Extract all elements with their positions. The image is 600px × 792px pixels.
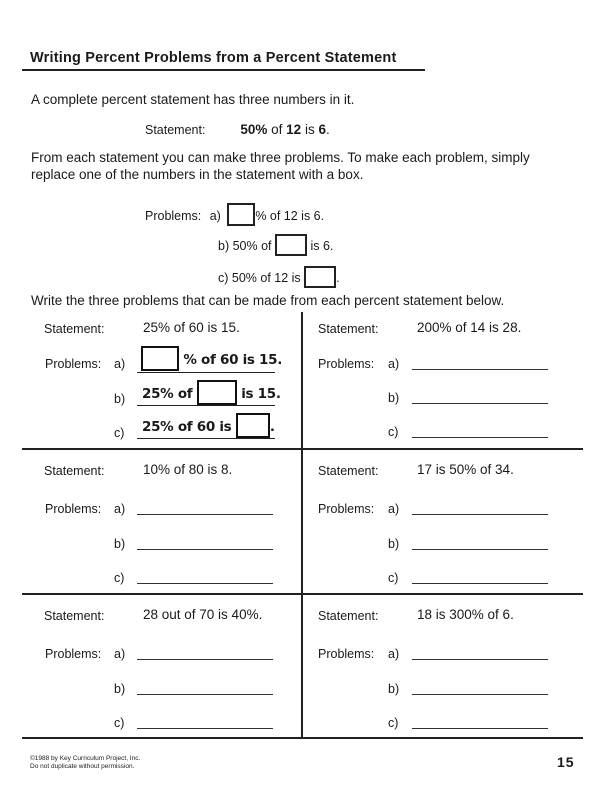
problem-a-letter: a)	[388, 647, 400, 661]
worked-answer-a	[141, 346, 282, 371]
problem-b-letter: b)	[114, 392, 126, 406]
grid-divider-bottom	[22, 737, 583, 739]
example-text-period: .	[325, 122, 330, 137]
answer-blank[interactable]	[412, 437, 548, 438]
grid-divider-1	[22, 448, 583, 450]
instructions-line-1: From each statement you can make three problems. To make each problem, simply	[31, 150, 530, 165]
statement-label: Statement:	[44, 609, 105, 623]
worked-answer-b	[142, 380, 281, 405]
problem-b-letter: b)	[388, 391, 400, 405]
example-problem-c-text: c) 50% of 12 is	[218, 271, 301, 285]
answer-blank[interactable]	[137, 549, 273, 550]
problems-label: Problems:	[318, 357, 375, 371]
intro-text: A complete percent statement has three numbers in it.	[31, 92, 355, 107]
copyright-notice: ©1988 by Key Curriculum Project, Inc.	[30, 755, 141, 762]
problems-label: Problems:	[45, 647, 102, 661]
problem-a-letter: a)	[388, 357, 400, 371]
answer-blank[interactable]	[412, 659, 548, 660]
problems-label: Problems:	[45, 502, 102, 516]
answer-box	[304, 266, 336, 288]
example-problem-b-tail: is 6.	[310, 239, 334, 253]
answer-blank[interactable]	[412, 403, 548, 404]
example-problem-c-tail: .	[336, 271, 340, 285]
answer-blank[interactable]	[137, 659, 273, 660]
example-problem-b	[218, 234, 333, 256]
worked-answer-c-tail: .	[269, 419, 275, 435]
title-underline	[22, 69, 425, 71]
worked-answer-b-tail: is 15.	[241, 386, 281, 402]
worked-answer-c	[142, 413, 275, 438]
example-statement	[145, 121, 330, 139]
answer-line	[137, 405, 275, 406]
answer-line	[137, 438, 275, 439]
example-text-is: is	[301, 122, 319, 137]
problem-b-letter: b)	[114, 682, 126, 696]
problem-c-letter: c)	[114, 716, 125, 730]
exercise-prompt: Write the three problems that can be made from each percent statement below.	[31, 293, 505, 308]
example-number-base: 12	[286, 122, 302, 137]
example-problem-a	[145, 203, 324, 226]
problem-a-letter: a)	[114, 647, 126, 661]
answer-blank[interactable]	[137, 728, 273, 729]
page-number: 15	[557, 754, 575, 770]
example-problem-a-text: % of 12 is 6.	[255, 209, 325, 223]
example-problems-label: Problems:	[145, 209, 202, 223]
statement-5-text: 28 out of 70 is 40%.	[143, 607, 263, 622]
page-title: Writing Percent Problems from a Percent Statement	[30, 50, 397, 66]
problems-label: Problems:	[318, 647, 375, 661]
statement-2-text: 200% of 14 is 28.	[417, 320, 522, 335]
answer-box	[236, 413, 270, 438]
answer-blank[interactable]	[412, 369, 548, 370]
problem-c-letter: c)	[114, 426, 125, 440]
worked-answer-b-text: 25% of	[142, 386, 193, 402]
statement-label: Statement:	[318, 609, 379, 623]
statement-6-text: 18 is 300% of 6.	[417, 607, 514, 622]
instructions-line-2: replace one of the numbers in the statement with a box.	[31, 167, 364, 182]
answer-box	[141, 346, 179, 371]
example-number-percent: 50%	[240, 122, 268, 137]
example-problem-a-letter: a)	[209, 209, 221, 223]
statement-label: Statement:	[44, 464, 105, 478]
problem-b-letter: b)	[388, 682, 400, 696]
problems-label: Problems:	[318, 502, 375, 516]
example-statement-label: Statement:	[145, 123, 206, 137]
grid-divider-2	[22, 593, 583, 595]
worked-answer-c-text: 25% of 60 is	[142, 419, 232, 435]
answer-blank[interactable]	[412, 514, 548, 515]
example-text-of: of	[267, 122, 287, 137]
problem-c-letter: c)	[388, 716, 399, 730]
answer-line	[137, 372, 275, 373]
answer-blank[interactable]	[412, 549, 548, 550]
answer-box	[275, 234, 307, 256]
grid-vertical-divider	[301, 312, 303, 738]
statement-1-text: 25% of 60 is 15.	[143, 320, 240, 335]
statement-label: Statement:	[44, 322, 105, 336]
answer-blank[interactable]	[412, 728, 548, 729]
problem-a-letter: a)	[388, 502, 400, 516]
answer-box	[197, 380, 237, 405]
problem-b-letter: b)	[388, 537, 400, 551]
answer-blank[interactable]	[137, 583, 273, 584]
statement-3-text: 10% of 80 is 8.	[143, 462, 233, 477]
statement-label: Statement:	[318, 464, 379, 478]
example-problem-b-text: b) 50% of	[218, 239, 272, 253]
answer-blank[interactable]	[412, 583, 548, 584]
duplication-notice: Do not duplicate without permission.	[30, 763, 135, 770]
statement-4-text: 17 is 50% of 34.	[417, 462, 514, 477]
problem-a-letter: a)	[114, 357, 126, 371]
answer-blank[interactable]	[412, 694, 548, 695]
problem-c-letter: c)	[114, 571, 125, 585]
problem-c-letter: c)	[388, 425, 399, 439]
problem-c-letter: c)	[388, 571, 399, 585]
statement-label: Statement:	[318, 322, 379, 336]
answer-blank[interactable]	[137, 694, 273, 695]
answer-box	[227, 203, 255, 226]
problem-b-letter: b)	[114, 537, 126, 551]
problem-a-letter: a)	[114, 502, 126, 516]
answer-blank[interactable]	[137, 514, 273, 515]
example-problem-c	[218, 266, 340, 288]
problems-label: Problems:	[45, 357, 102, 371]
worked-answer-a-text: % of 60 is 15.	[183, 352, 283, 368]
example-number-part: 6	[318, 122, 326, 137]
